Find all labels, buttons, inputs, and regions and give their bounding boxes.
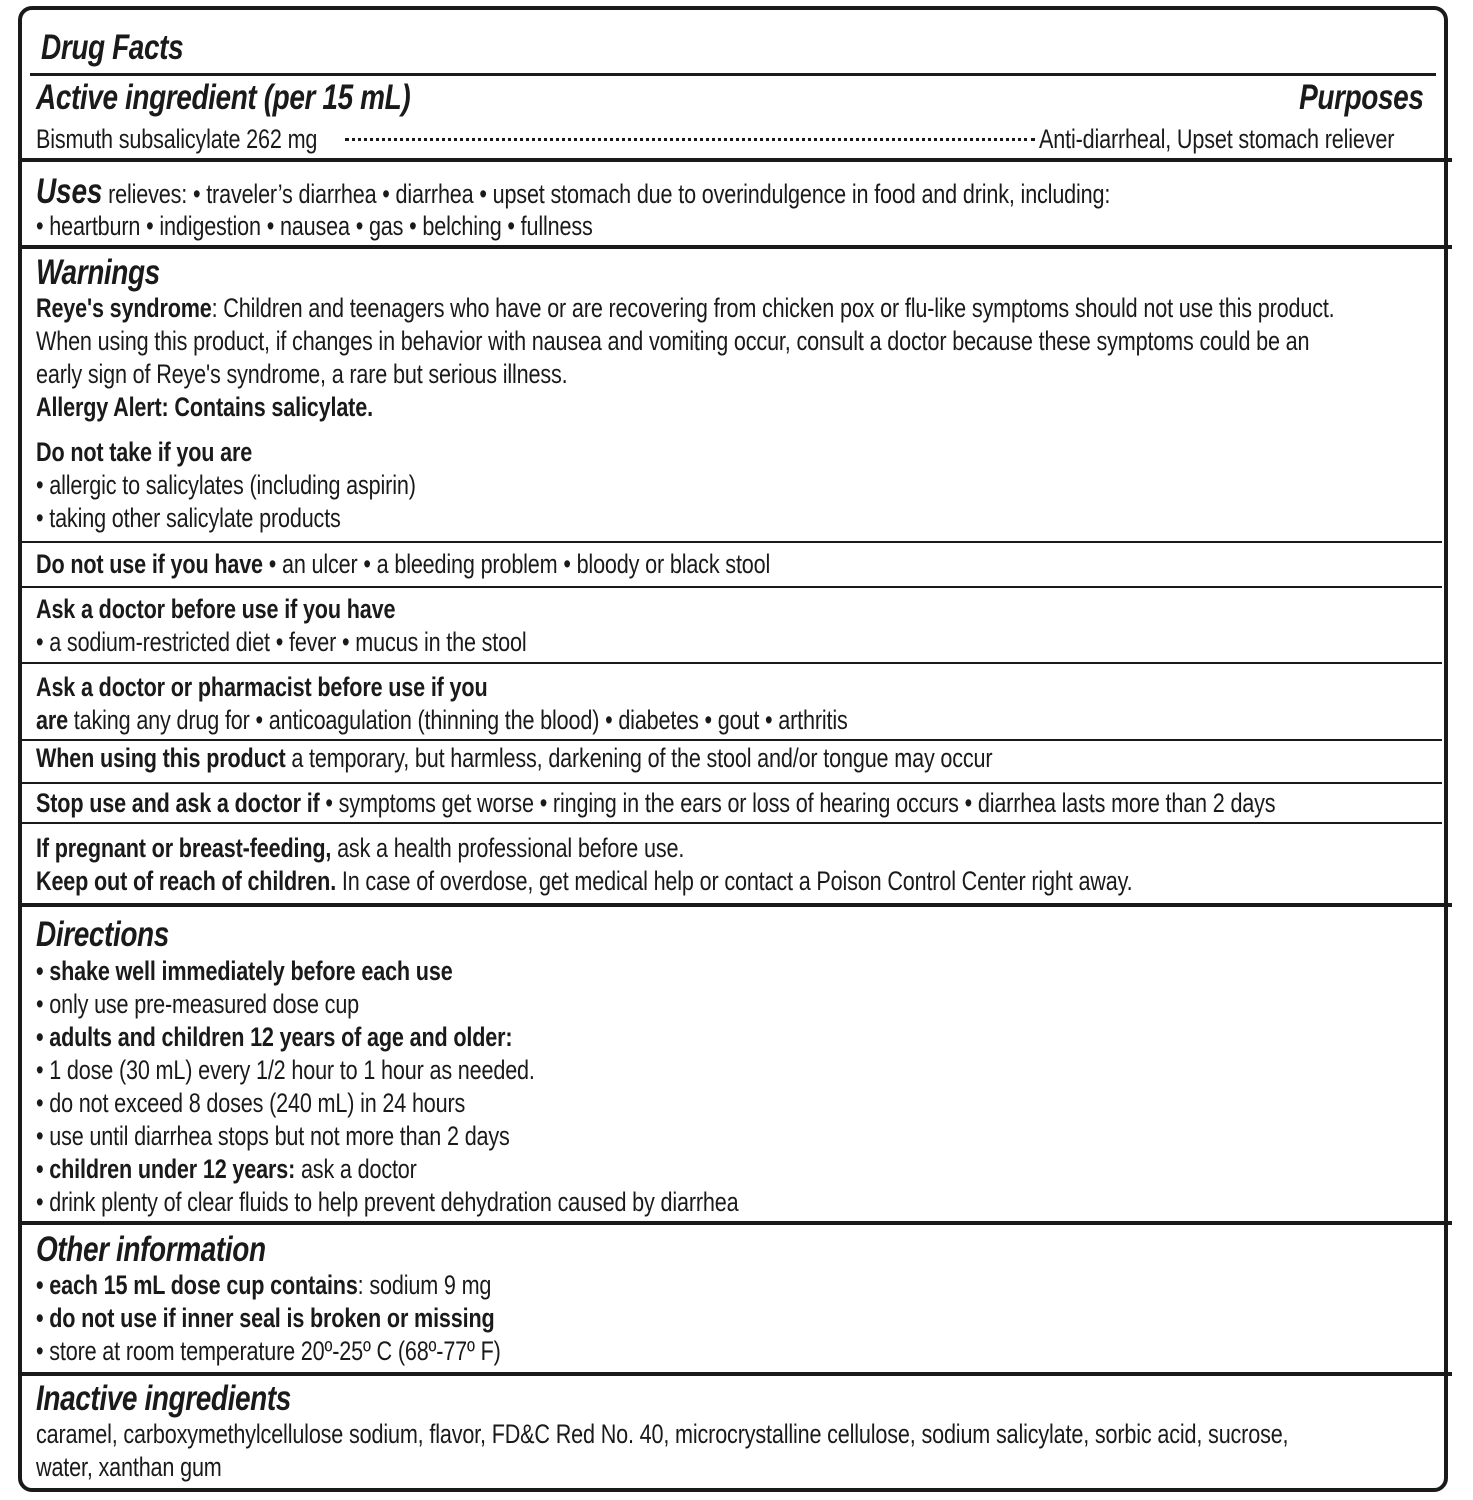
dose-cup-text: : sodium 9 mg (357, 1270, 492, 1300)
directions-item-4: • 1 dose (30 mL) every 1/2 hour to 1 hour as needed. (36, 1055, 535, 1085)
reye-line-3: early sign of Reye's syndrome, a rare but serious illness. (36, 359, 568, 389)
do-not-take-item-2: • taking other salicylate products (36, 503, 341, 533)
directions-item-8: • drink plenty of clear fluids to help prevent dehydration caused by diarrhea (36, 1187, 739, 1217)
ask-doctor-heading: Ask a doctor before use if you have (36, 594, 396, 624)
rule-1 (22, 541, 1442, 543)
directions-item-6: • use until diarrhea stops but not more than 2 days (36, 1121, 510, 1151)
dose-cup-label: • each 15 mL dose cup contains (36, 1270, 358, 1300)
directions-item-2: • only use pre-measured dose cup (36, 989, 360, 1019)
inactive-heading: Inactive ingredients (36, 1379, 291, 1418)
rule-6 (22, 822, 1442, 824)
directions-item-3: • adults and children 12 years of age and older: (36, 1022, 513, 1052)
active-ingredient-heading: Active ingredient (per 15 mL) (36, 78, 411, 117)
directions-item-1: • shake well immediately before each use (36, 956, 453, 986)
directions-item-5: • do not exceed 8 doses (240 mL) in 24 hours (36, 1088, 466, 1118)
stop-use-line (36, 787, 1275, 820)
when-using-label: When using this product (36, 743, 286, 773)
keep-out-text: In case of overdose, get medical help or contact a Poison Control Center right away. (336, 866, 1133, 896)
ask-pharmacist-line (36, 704, 848, 737)
inactive-line-1: caramel, carboxymethylcellulose sodium, flavor, FD&C Red No. 40, microcrystalline cellulose, sodium salicylate, sorbic acid, sucrose, (36, 1419, 1289, 1449)
do-not-take-heading: Do not take if you are (36, 437, 253, 467)
inactive-line-2: water, xanthan gum (36, 1452, 222, 1482)
leader-dots (345, 138, 1035, 141)
when-using-line (36, 742, 992, 775)
drug-facts-title: Drug Facts (41, 28, 184, 67)
do-not-use-text: • an ulcer • a bleeding problem • bloody or black stool (262, 549, 771, 579)
other-info-item-3: • store at room temperature 20º-25º C (68º-77º F) (36, 1336, 501, 1366)
section-rule-warnings (22, 903, 1452, 907)
ask-pharmacist-heading: Ask a doctor or pharmacist before use if you (36, 672, 488, 702)
directions-heading: Directions (36, 915, 169, 954)
rule-5 (22, 782, 1442, 784)
uses-heading: Uses (36, 172, 103, 211)
warnings-heading: Warnings (36, 253, 160, 292)
uses-text: relieves: • traveler’s diarrhea • diarrhea • upset stomach due to overindulgence in food and drink, including: (102, 179, 1111, 209)
section-rule-uses (22, 245, 1452, 249)
section-rule-other (22, 1372, 1452, 1376)
active-ingredient-name: Bismuth subsalicylate 262 mg (36, 124, 318, 154)
other-info-item-1 (36, 1269, 491, 1302)
stop-use-label: Stop use and ask a doctor if (36, 788, 320, 818)
section-rule-directions (22, 1221, 1452, 1225)
reye-text-1: : Children and teenagers who have or are recovering from chicken pox or flu-like symptoms should not use this product. (211, 293, 1335, 323)
purposes-heading: Purposes (1298, 78, 1423, 117)
rule-4 (22, 739, 1442, 741)
rule-2 (22, 586, 1442, 588)
do-not-take-item-1: • allergic to salicylates (including aspirin) (36, 470, 416, 500)
directions-item-7 (36, 1153, 417, 1186)
other-info-item-2: • do not use if inner seal is broken or missing (36, 1303, 495, 1333)
ask-doctor-text: • a sodium-restricted diet • fever • mucus in the stool (36, 627, 527, 657)
ask-pharmacist-label: are (36, 705, 68, 735)
reye-line-1 (36, 292, 1335, 325)
when-using-text: a temporary, but harmless, darkening of the stool and/or tongue may occur (285, 743, 993, 773)
pregnant-text: ask a health professional before use. (331, 833, 685, 863)
allergy-alert: Allergy Alert: Contains salicylate. (36, 392, 373, 422)
do-not-use-label: Do not use if you have (36, 549, 263, 579)
do-not-use-line (36, 548, 770, 581)
section-rule-active (22, 158, 1452, 162)
children-text: ask a doctor (295, 1154, 417, 1184)
children-label: • children under 12 years: (36, 1154, 296, 1184)
reye-line-2: When using this product, if changes in behavior with nausea and vomiting occur, consult a doctor because these symptoms could be an (36, 326, 1310, 356)
uses-line-1 (36, 172, 1111, 211)
reye-label: Reye's syndrome (36, 293, 212, 323)
ask-pharmacist-text: taking any drug for • anticoagulation (thinning the blood) • diabetes • gout • arthritis (67, 705, 848, 735)
keep-out-line (36, 865, 1132, 898)
active-ingredient-purpose: Anti-diarrheal, Upset stomach reliever (1039, 124, 1395, 154)
keep-out-label: Keep out of reach of children. (36, 866, 337, 896)
pregnant-label: If pregnant or breast-feeding, (36, 833, 332, 863)
stop-use-text: • symptoms get worse • ringing in the ears or loss of hearing occurs • diarrhea lasts more than 2 days (319, 788, 1276, 818)
rule-3 (22, 662, 1442, 664)
title-rule (30, 73, 1436, 76)
uses-line-2: • heartburn • indigestion • nausea • gas • belching • fullness (36, 211, 593, 241)
pregnant-line (36, 832, 684, 865)
other-info-heading: Other information (36, 1230, 266, 1269)
